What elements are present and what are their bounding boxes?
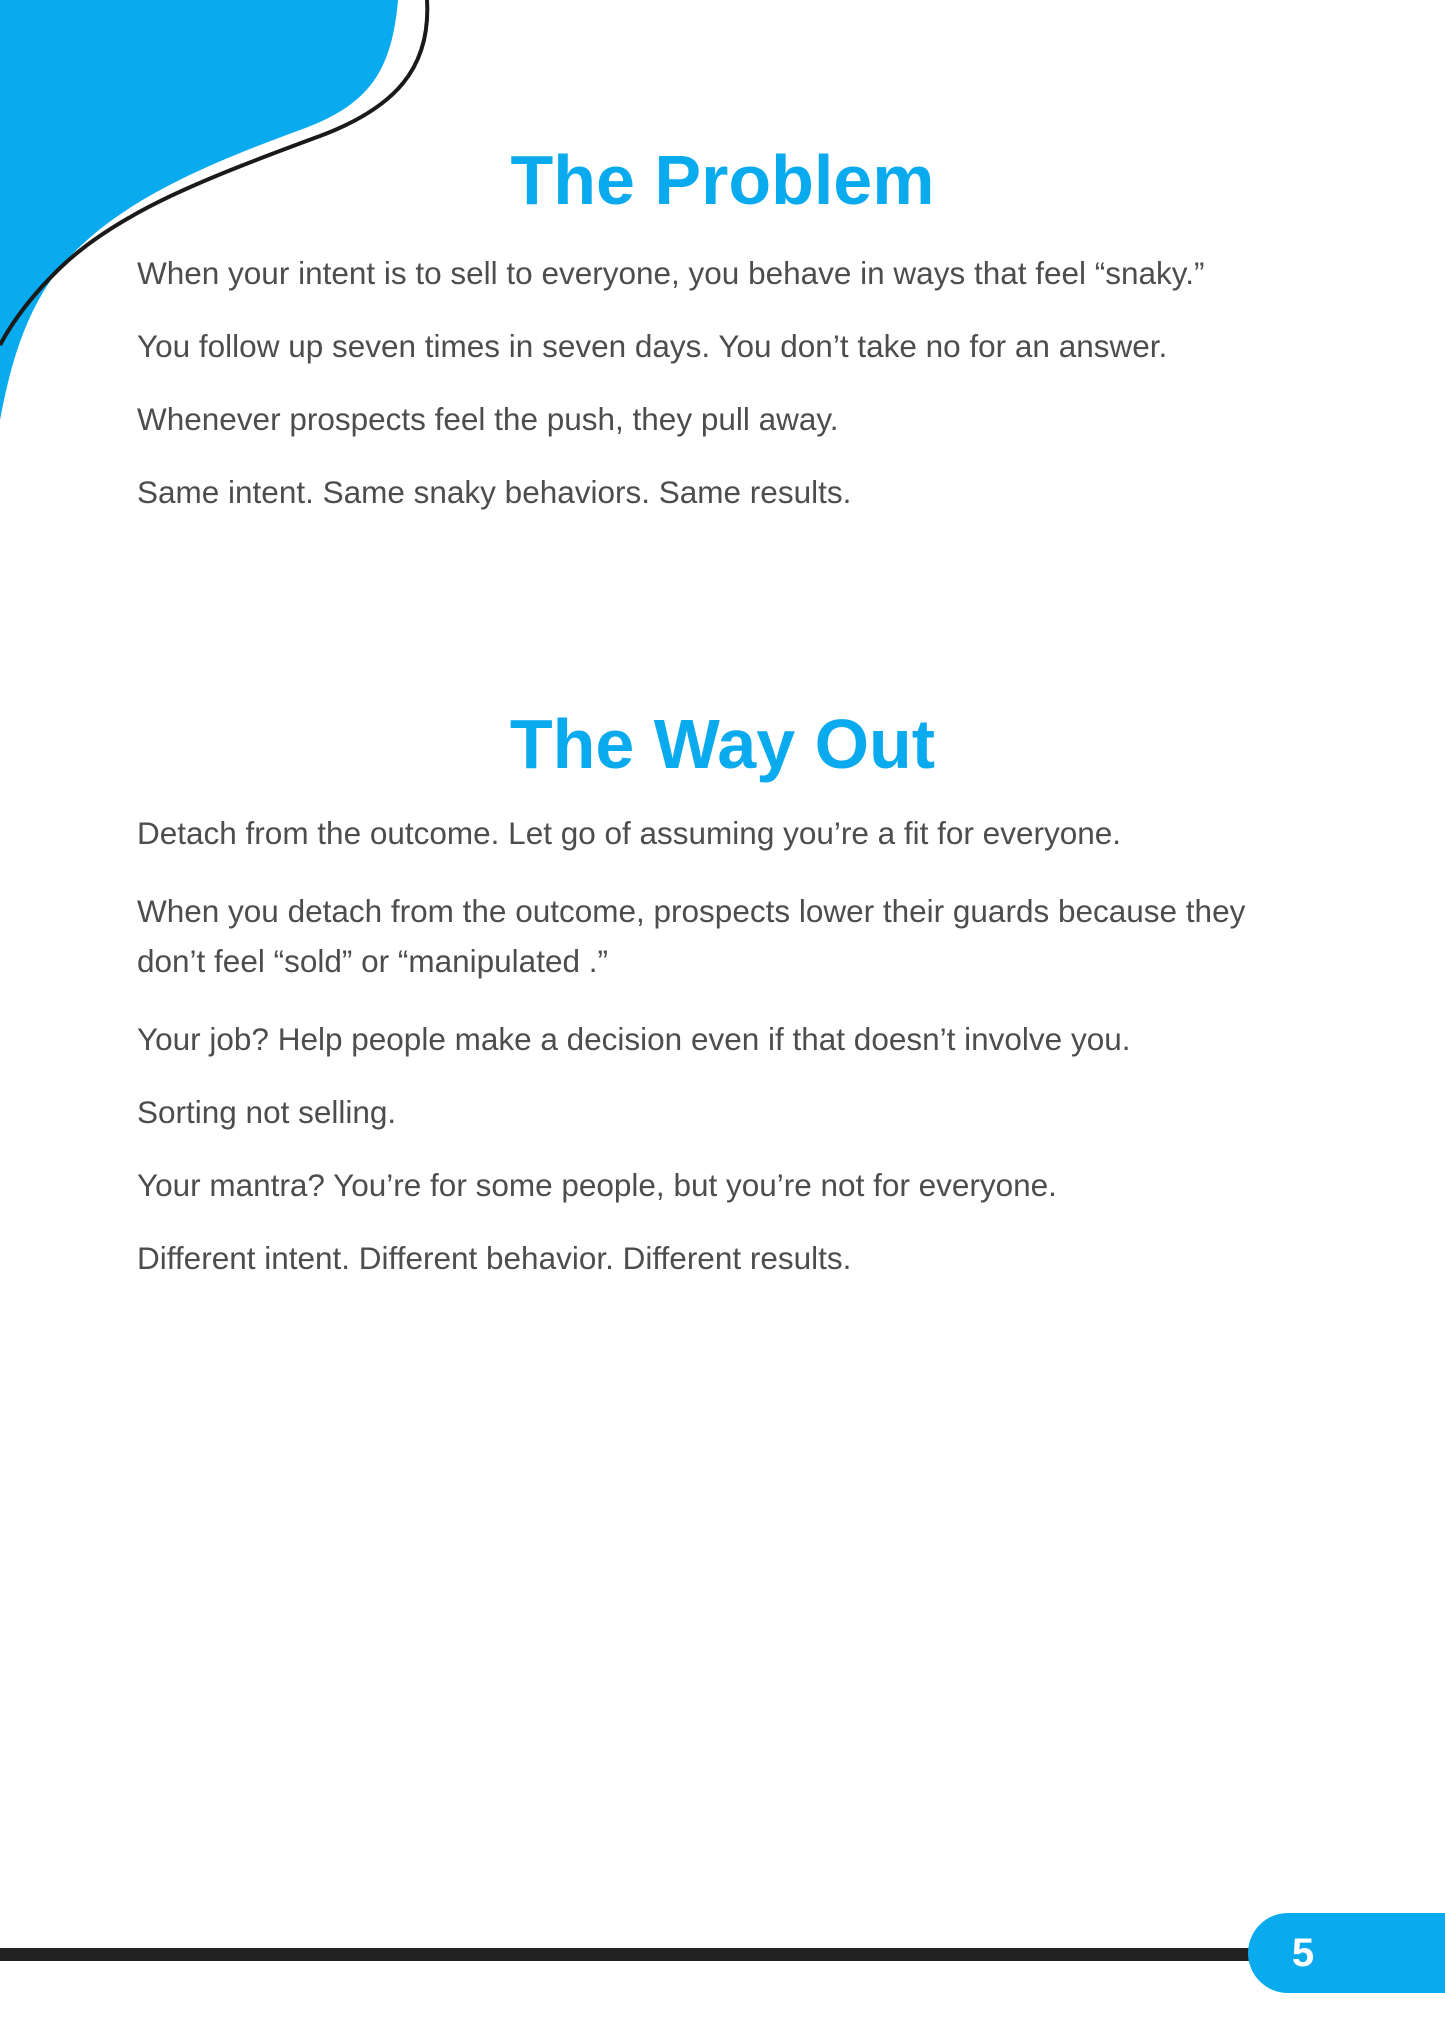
way-out-paragraph-4: Sorting not selling. (137, 1094, 397, 1130)
page-number: 5 (1291, 1931, 1315, 1975)
problem-paragraph-3: Whenever prospects feel the push, they pull away. (137, 401, 839, 437)
problem-paragraph-4: Same intent. Same snaky behaviors. Same results. (137, 474, 852, 510)
way-out-paragraph-3: Your job? Help people make a decision even if that doesn’t involve you. (137, 1021, 1131, 1057)
problem-paragraph-1: When your intent is to sell to everyone, you behave in ways that feel “snaky.” (137, 255, 1205, 291)
footer-rule (0, 1948, 1290, 1961)
way-out-paragraph-6: Different intent. Different behavior. Different results. (137, 1240, 852, 1276)
way-out-paragraph-1: Detach from the outcome. Let go of assuming you’re a fit for everyone. (137, 815, 1122, 851)
way-out-heading: The Way Out (509, 705, 936, 783)
problem-paragraph-2: You follow up seven times in seven days. You don’t take no for an answer. (137, 328, 1168, 364)
way-out-paragraph-5: Your mantra? You’re for some people, but you’re not for everyone. (137, 1167, 1057, 1203)
way-out-paragraph-2: When you detach from the outcome, prospects lower their guards because they don’t feel “sold” or “manipulated .” (137, 893, 1246, 979)
problem-heading: The Problem (510, 141, 935, 219)
